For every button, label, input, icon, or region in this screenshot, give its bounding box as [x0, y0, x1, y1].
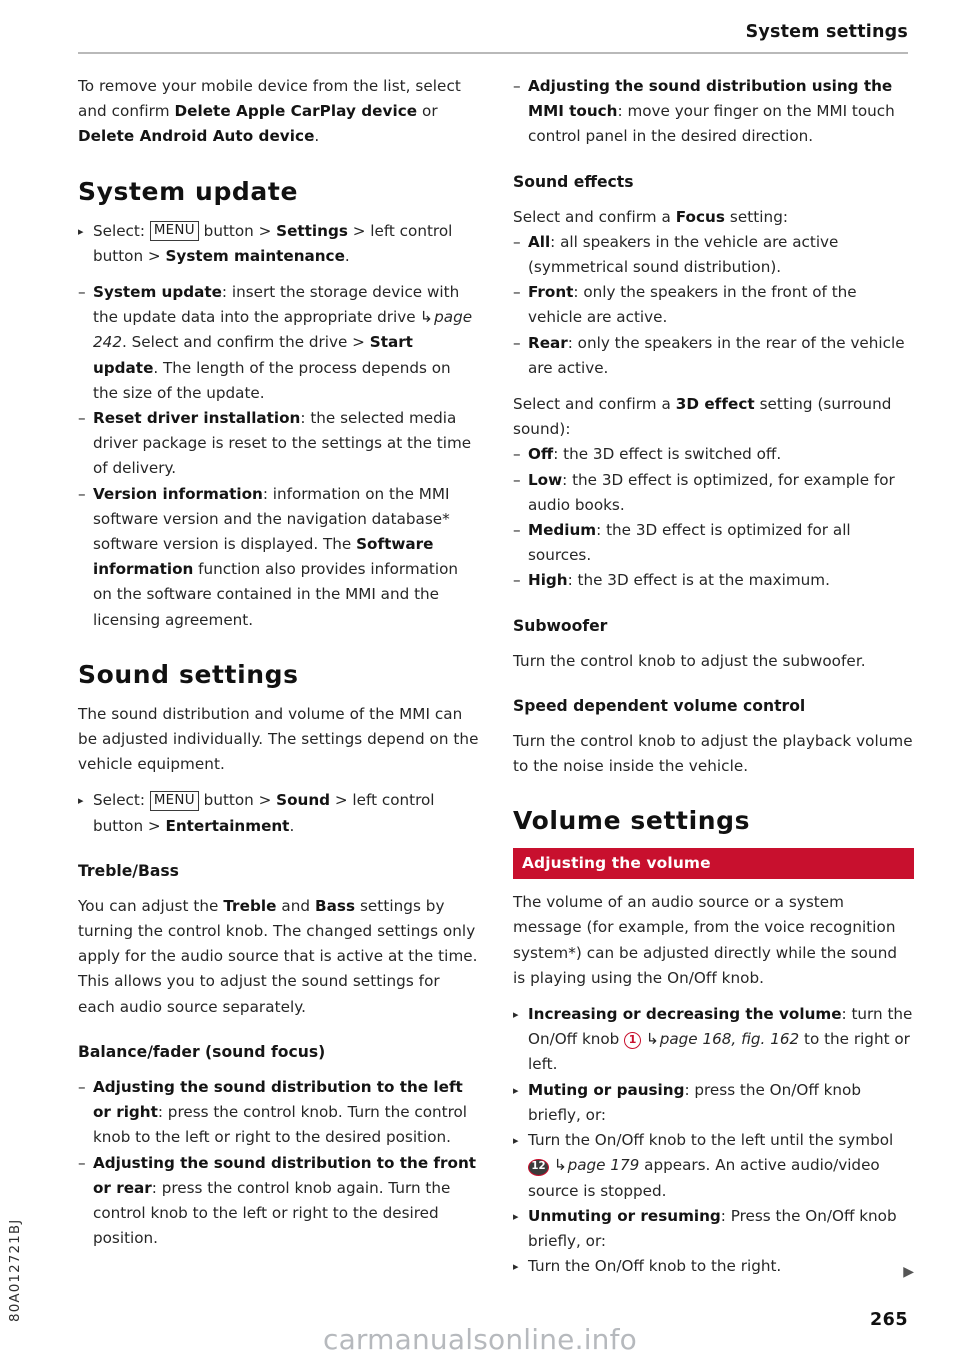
focus-bold: Focus — [675, 207, 726, 226]
menu-keycap[interactable]: MENU — [150, 221, 199, 241]
dash-bullet-icon: – — [78, 409, 86, 428]
item-bold: Off — [528, 445, 554, 464]
intro-seg2: or — [417, 102, 438, 121]
list-item-increase-decrease-volume — [513, 1002, 914, 1078]
item-seg1: : the 3D effect is at the maximum. — [567, 571, 830, 590]
sound-settings-paragraph: The sound distribution and volume of the MMI can be adjusted individually. The settings depend on the vehicle equipment. — [78, 704, 479, 774]
system-update-path-step — [78, 219, 479, 269]
item-bold: Front — [528, 283, 574, 302]
item-seg2: appears. An active audio/video source is stopped. — [528, 1156, 880, 1200]
path-bold-sound: Sound — [276, 791, 331, 810]
item-seg1: : only the speakers in the front of the vehicle are active. — [528, 283, 857, 327]
focus-lead-paragraph — [513, 205, 914, 230]
document-part-number: 80A012721BJ — [7, 1218, 23, 1322]
path-end: . — [344, 246, 350, 265]
heading-sound-effects: Sound effects — [513, 172, 634, 191]
item-bold: Adjusting the sound distribution to the left or right — [93, 1077, 463, 1122]
item-seg1: : the 3D effect is switched off. — [553, 445, 782, 464]
item-bold: Adjusting the sound distribution to the front or rear — [93, 1153, 477, 1197]
item-seg1: : insert the storage device with the update data into the appropriate drive — [93, 283, 460, 327]
item-seg1: : press the On/Off knob briefly, or: — [528, 1080, 861, 1124]
heading-treble-bass: Treble/Bass — [78, 861, 179, 880]
dash-bullet-icon: – — [78, 1153, 86, 1172]
item-seg1: : the 3D effect is optimized, for example for audio books. — [528, 470, 895, 514]
list-item-3d-high — [513, 568, 914, 593]
list-item-version-information — [78, 482, 479, 633]
intro-seg1: To remove your mobile device from the list, select and confirm — [78, 77, 461, 121]
item-seg1: : move your finger on the MMI touch control panel in the desired direction. — [528, 102, 895, 146]
triangle-bullet-icon: ▸ — [513, 1209, 519, 1223]
item-bold: Reset driver installation — [93, 409, 301, 428]
intro-bold-carplay: Delete Apple CarPlay device — [174, 102, 418, 121]
section-banner-adjusting-the-volume: Adjusting the volume — [513, 848, 914, 879]
item-seg2: to the right or left. — [528, 1030, 910, 1074]
callout-marker-1: 1 — [624, 1032, 641, 1049]
heading-system-update: System update — [78, 176, 299, 206]
item-seg1: Turn the On/Off knob to the right. — [528, 1257, 782, 1276]
triangle-bullet-icon: ▸ — [513, 1008, 519, 1022]
treble-bass-paragraph — [78, 894, 479, 1020]
item-bold: Low — [528, 470, 563, 489]
list-item-turn-knob-left-mute — [513, 1128, 914, 1204]
dash-bullet-icon: – — [513, 232, 521, 251]
list-item-reset-driver-installation — [78, 406, 479, 482]
tb-bold-bass: Bass — [314, 896, 356, 915]
page-title: System settings — [745, 22, 908, 42]
continue-arrow-icon: ▶ — [903, 1264, 914, 1281]
path-bold-settings: Settings — [276, 221, 348, 240]
path-bold-entertainment: Entertainment — [165, 816, 290, 835]
dash-bullet-icon: – — [78, 484, 86, 503]
triangle-bullet-icon: ▸ — [513, 1083, 519, 1097]
item-seg1: : only the speakers in the rear of the vehicle are active. — [528, 333, 905, 377]
triangle-bullet-icon: ▸ — [513, 1260, 519, 1274]
speed-volume-paragraph: Turn the control knob to adjust the playback volume to the noise inside the vehicle. — [513, 731, 913, 776]
path-end: . — [289, 816, 295, 835]
item-bold: Rear — [528, 333, 568, 352]
dash-bullet-icon: – — [513, 571, 521, 590]
dash-bullet-icon: – — [513, 333, 521, 352]
xref-arrow-icon: ↳ — [645, 1030, 660, 1049]
heading-balance-fader: Balance/fader (sound focus) — [78, 1042, 326, 1061]
path-mid2: > left control button > — [93, 791, 435, 835]
xref-page-242[interactable]: ↳page 242 — [93, 308, 472, 351]
list-item-balance-left-right — [78, 1075, 479, 1151]
heading-volume-settings: Volume settings — [513, 806, 751, 836]
dash-bullet-icon: – — [78, 1077, 86, 1096]
page-header — [78, 22, 908, 42]
item-seg1: : turn the On/Off knob — [528, 1005, 913, 1049]
dash-bullet-icon: – — [513, 77, 521, 95]
list-item-mmi-touch — [513, 74, 914, 150]
two-column-body — [78, 74, 914, 1279]
list-item-3d-medium — [513, 518, 914, 568]
item-seg2: . Select and confirm the drive > — [122, 333, 370, 352]
path-mid1: button > — [198, 791, 277, 810]
volume-paragraph: The volume of an audio source or a system message (for example, from the voice recognition system*) can be adjusted directly while the sound is playing using the On/Off knob. — [513, 893, 898, 987]
intro-seg3: . — [314, 127, 320, 146]
path-bold-system-maintenance: System maintenance — [165, 246, 345, 265]
item-bold: System update — [93, 283, 222, 302]
callout-marker-12: 12 — [528, 1159, 549, 1176]
list-item-muting-or-pausing — [513, 1078, 914, 1128]
right-column — [513, 74, 914, 1279]
list-item-balance-front-rear — [78, 1151, 479, 1252]
item-seg3: . The length of the process depends on the size of the update. — [93, 358, 451, 402]
tb-bold-treble: Treble — [223, 896, 277, 915]
system-update-path-body — [93, 219, 479, 269]
tb-seg3: settings by turning the control knob. The changed settings only apply for the audio source that is active at the time. This allows you to adjust the sound settings for each audio source separately. — [78, 896, 478, 1016]
e3d-seg1: Select and confirm a — [513, 395, 676, 414]
path-mid2: > left control button > — [93, 221, 453, 265]
item-bold: Version information — [93, 484, 263, 503]
item-seg1: : all speakers in the vehicle are active (symmetrical sound distribution). — [528, 232, 839, 277]
triangle-bullet-icon: ▸ — [78, 224, 84, 238]
tb-seg2: and — [276, 896, 315, 915]
e3d-seg2: setting (surround sound): — [513, 395, 892, 439]
heading-sound-settings: Sound settings — [78, 659, 299, 689]
xref-page-179[interactable]: ↳page 179 — [549, 1156, 639, 1174]
item-seg1: : the selected media driver package is reset to the settings at the time of delivery. — [93, 409, 472, 478]
subwoofer-paragraph: Turn the control knob to adjust the subwoofer. — [513, 651, 866, 670]
page-number: 265 — [869, 1310, 908, 1330]
tb-seg1: You can adjust the — [78, 896, 224, 915]
dash-bullet-icon: – — [513, 470, 521, 489]
path-mid1: button > — [198, 221, 277, 240]
xref-arrow-icon: ↳ — [420, 308, 434, 327]
dash-bullet-icon: – — [513, 521, 521, 540]
heading-speed-dependent-volume: Speed dependent volume control — [513, 696, 806, 715]
list-item-unmuting-or-resuming — [513, 1204, 914, 1254]
list-item-3d-off — [513, 442, 914, 467]
focus-seg2: setting: — [725, 207, 789, 226]
item-bold: All — [528, 232, 551, 251]
intro-bold-androidauto: Delete Android Auto device — [78, 127, 315, 146]
path-lead: Select: — [93, 221, 150, 240]
triangle-bullet-icon: ▸ — [78, 794, 84, 808]
heading-subwoofer: Subwoofer — [513, 616, 608, 635]
path-lead: Select: — [93, 791, 150, 810]
header-divider — [78, 52, 908, 54]
dash-bullet-icon: – — [78, 283, 86, 302]
xref-arrow-icon: ↳ — [553, 1156, 567, 1175]
left-column — [78, 74, 479, 1279]
list-item-focus-front — [513, 280, 914, 330]
dash-bullet-icon: – — [513, 445, 521, 464]
item-seg1: : the 3D effect is optimized for all sources. — [528, 521, 851, 565]
list-item-focus-all — [513, 230, 914, 280]
intro-paragraph — [78, 74, 479, 150]
effect3d-lead-paragraph — [513, 392, 914, 442]
list-item-turn-knob-right — [513, 1254, 914, 1279]
item-seg1: : Press the On/Off knob briefly, or: — [528, 1206, 897, 1250]
dash-bullet-icon: – — [513, 283, 521, 302]
list-item-3d-low — [513, 468, 914, 518]
sound-path-step — [78, 788, 479, 838]
focus-seg1: Select and confirm a — [513, 207, 676, 226]
xref-page-168-fig-162[interactable]: ↳page 168, fig. 162 — [641, 1030, 799, 1048]
triangle-bullet-icon: ▸ — [513, 1134, 519, 1148]
item-bold: Unmuting or resuming — [528, 1206, 721, 1225]
item-bold-software-information: Software information — [93, 535, 434, 579]
list-item-system-update — [78, 280, 479, 406]
item-seg1: : press the control knob again. Turn the control knob to the left or right to the desired position. — [93, 1178, 451, 1248]
item-seg1: : information on the MMI software version and the navigation database* software version is displayed. The — [93, 484, 450, 554]
item-seg1: Turn the On/Off knob to the left until the symbol — [528, 1131, 894, 1150]
item-bold-start-update: Start update — [93, 333, 413, 377]
item-seg3: function also provides information on the software contained in the MMI and the licensing agreement. — [93, 560, 459, 629]
item-bold: Muting or pausing — [528, 1080, 685, 1099]
list-item-focus-rear — [513, 331, 914, 381]
item-bold: Medium — [528, 521, 597, 540]
item-bold: Adjusting the sound distribution using the MMI touch — [528, 77, 893, 121]
item-seg1: : press the control knob. Turn the control knob to the left or right to the desired position. — [93, 1103, 468, 1147]
item-bold: High — [528, 571, 568, 590]
watermark: carmanualsonline.info — [322, 1323, 638, 1356]
e3d-bold: 3D effect — [675, 395, 755, 414]
menu-keycap[interactable]: MENU — [150, 791, 199, 811]
item-bold: Increasing or decreasing the volume — [528, 1005, 842, 1024]
